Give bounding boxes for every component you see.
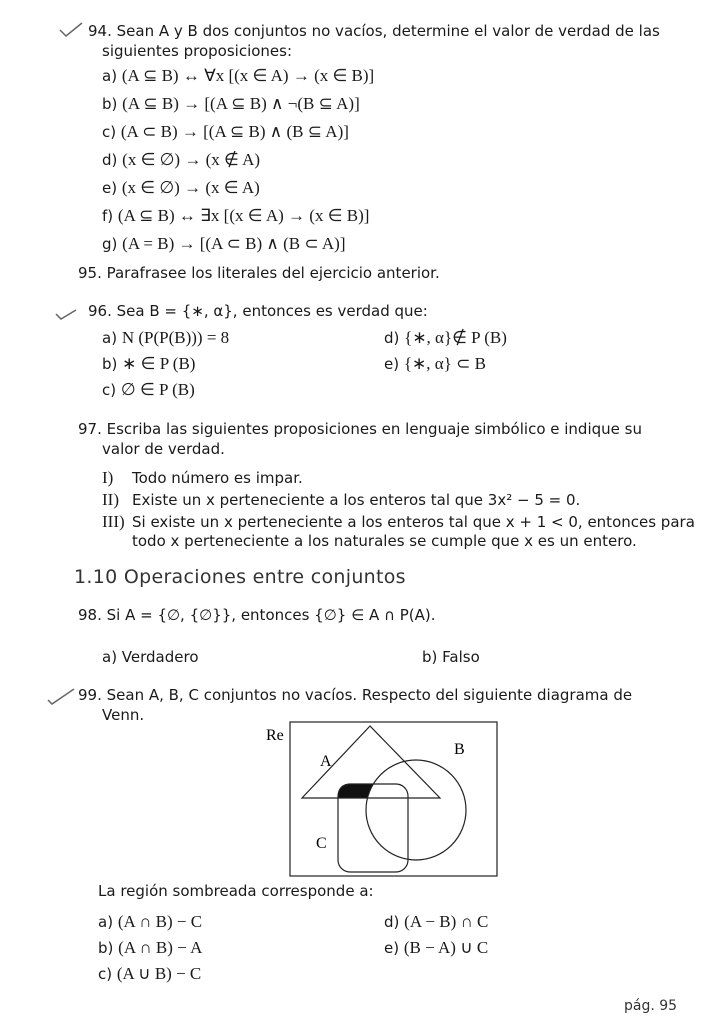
q99-option-a [98, 912, 202, 932]
venn-label-c: C [316, 835, 327, 852]
q94-item-a [102, 66, 374, 86]
q94-item-label: c) [102, 123, 117, 141]
q97-item-label: I) [102, 468, 114, 487]
q99-text-line1: 99. Sean A, B, C conjuntos no vacíos. Respecto del siguiente diagrama de [78, 686, 633, 704]
q97-item-2 [102, 490, 580, 510]
q96-option-expr: ∗ ∈ P (B) [122, 354, 196, 373]
q94-item-label: e) [102, 179, 118, 197]
q96-option-d [384, 328, 507, 348]
q94-item-expr: (A ⊆ B) ↔ ∀x [(x ∈ A) → (x ∈ B)] [121, 66, 375, 85]
q94-item-label: f) [102, 207, 114, 225]
q94-item-label: g) [102, 235, 118, 253]
q96-option-b [102, 354, 195, 374]
q99-option-e [384, 938, 488, 958]
q96-option-expr: N (P(P(B))) = 8 [121, 328, 230, 347]
checkmark-icon [54, 306, 80, 322]
q97-item-label: II) [102, 490, 119, 509]
q99-option-expr: (B − A) ∪ C [403, 938, 489, 957]
q98-option-a: a) Verdadero [102, 648, 199, 666]
q96-option-label: e) [384, 355, 400, 373]
q94-item-expr: (A ⊆ B) ↔ ∃x [(x ∈ A) → (x ∈ B)] [117, 206, 370, 225]
q96-option-label: c) [102, 381, 117, 399]
q97-item-label: III) [102, 512, 125, 531]
q99-option-expr: (A ∪ B) − C [116, 964, 202, 983]
checkmark-icon [46, 688, 72, 704]
q97-text-line1: 97. Escriba las siguientes proposiciones en lenguaje simbólico e indique su [78, 420, 642, 438]
q99-text-line2: Venn. [102, 706, 145, 724]
q99-option-label: a) [98, 913, 114, 931]
q96-text: 96. Sea B = {∗, α}, entonces es verdad que: [88, 302, 428, 320]
q94-item-expr: (A = B) → [(A ⊂ B) ∧ (B ⊂ A)] [122, 234, 346, 253]
q94-item-c [102, 122, 349, 142]
q97-item-text: Si existe un x perteneciente a los enteros tal que x + 1 < 0, entonces para [132, 513, 695, 531]
q95-text: 95. Parafrasee los literales del ejercicio anterior. [78, 264, 440, 282]
venn-label-a: A [320, 753, 332, 770]
q99-option-label: d) [384, 913, 400, 931]
q94-item-expr: (A ⊂ B) → [(A ⊆ B) ∧ (B ⊆ A)] [120, 122, 349, 141]
q94-item-expr: (A ⊆ B) → [(A ⊆ B) ∧ ¬(B ⊆ A)] [122, 94, 360, 113]
q97-item-1 [102, 468, 303, 488]
q96-option-e [384, 354, 486, 374]
q97-item-3-cont: todo x perteneciente a los naturales se cumple que x es un entero. [132, 532, 637, 550]
q94-item-e [102, 178, 260, 198]
set-b-circle [366, 760, 466, 860]
q96-option-label: a) [102, 329, 118, 347]
q99-option-d [384, 912, 488, 932]
venn-label-universe: Re [266, 727, 284, 744]
venn-diagram [266, 722, 500, 882]
q99-option-expr: (A ∩ B) − A [118, 938, 203, 957]
checkmark-icon [58, 22, 84, 38]
q96-option-c [102, 380, 195, 400]
q94-item-g [102, 234, 346, 254]
q96-option-expr: {∗, α} ⊂ B [403, 354, 486, 373]
q98-text: 98. Si A = {∅, {∅}}, entonces {∅} ∈ A ∩ P(A). [78, 606, 436, 624]
q94-item-label: d) [102, 151, 118, 169]
q94-text-line2: siguientes proposiciones: [102, 42, 293, 60]
section-title: 1.10 Operaciones entre conjuntos [74, 566, 406, 588]
q99-option-expr: (A − B) ∩ C [404, 912, 489, 931]
q99-prompt: La región sombreada corresponde a: [98, 882, 374, 900]
q94-item-d [102, 150, 260, 170]
q96-option-label: b) [102, 355, 118, 373]
q94-item-label: a) [102, 67, 118, 85]
q97-item-text: Existe un x perteneciente a los enteros tal que 3x² − 5 = 0. [132, 491, 581, 509]
q98-option-b: b) Falso [422, 648, 480, 666]
q99-option-expr: (A ∩ B) − C [117, 912, 203, 931]
q94-text-line1: 94. Sean A y B dos conjuntos no vacíos, determine el valor de verdad de las [88, 22, 660, 40]
q94-item-label: b) [102, 95, 118, 113]
q97-item-3 [102, 512, 695, 532]
q94-item-b [102, 94, 360, 114]
q94-item-expr: (x ∈ ∅) → (x ∈ A) [121, 178, 260, 197]
q94-item-expr: (x ∈ ∅) → (x ∉ A) [122, 150, 261, 169]
q99-option-b [98, 938, 202, 958]
q99-option-label: c) [98, 965, 113, 983]
page-number: pág. 95 [624, 998, 678, 1014]
q99-option-label: e) [384, 939, 400, 957]
q99-option-c [98, 964, 201, 984]
q94-item-f [102, 206, 369, 226]
q96-option-expr: ∅ ∈ P (B) [120, 380, 195, 399]
q96-option-label: d) [384, 329, 400, 347]
q96-option-expr: {∗, α}∉ P (B) [404, 328, 507, 347]
venn-label-b: B [454, 741, 465, 758]
q97-text-line2: valor de verdad. [102, 440, 225, 458]
q99-option-label: b) [98, 939, 114, 957]
q97-item-text: Todo número es impar. [132, 469, 303, 487]
q96-option-a [102, 328, 229, 348]
